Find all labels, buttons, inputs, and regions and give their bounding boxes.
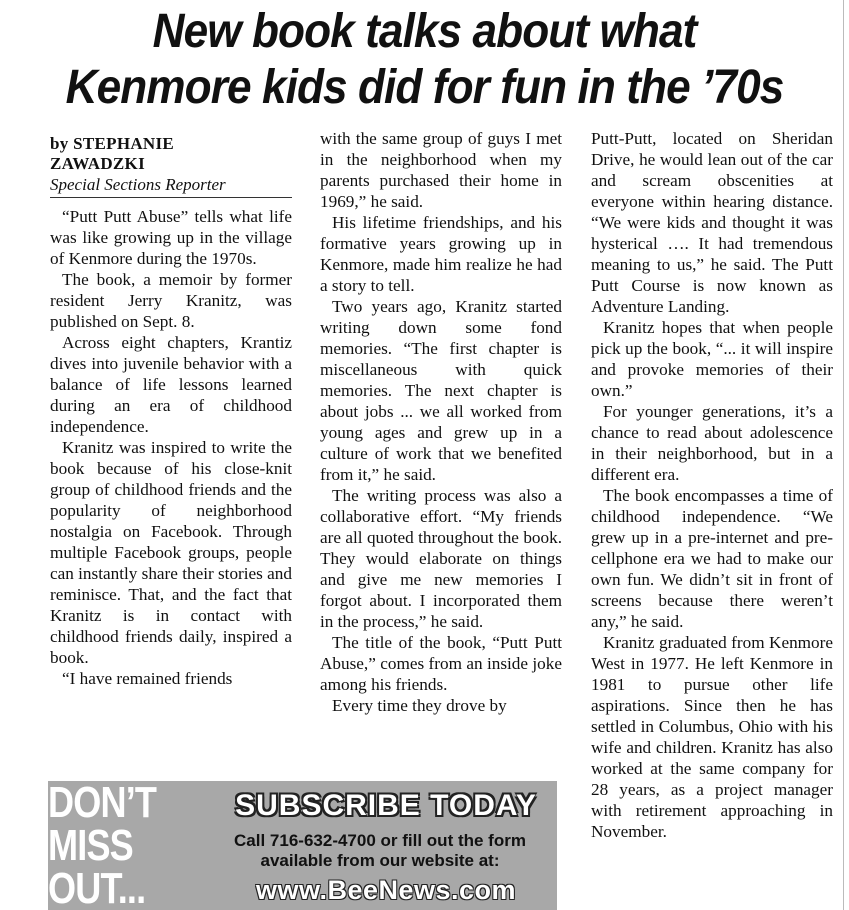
- subscribe-ad[interactable]: [48, 781, 557, 910]
- byline: [50, 134, 292, 198]
- paragraph: Kranitz hopes that when people pick up the book, “... it will inspire and provoke memories of their own.”: [591, 318, 833, 400]
- paragraph: “I have remained friends: [62, 669, 233, 688]
- paragraph: The book encompasses a time of childhood independence. “We grew up in a pre-internet and pre-cellphone era we had to make our own fun. We didn’t sit in front of screens because there weren’t any,” he said.: [591, 486, 833, 631]
- article-column-1: [50, 206, 292, 689]
- ad-subscribe-heading: SUBSCRIBE TODAY: [235, 789, 537, 822]
- ad-call-text: [210, 831, 550, 871]
- paragraph: The book, a memoir by former resident Jerry Kranitz, was published on Sept. 8.: [50, 270, 292, 331]
- paragraph: Two years ago, Kranitz started writing down some fond memories. “The first chapter is miscellaneous with quick memories. The next chapter is about jobs ... we all worked from young ages and grew up in a culture of work that we benefited from it,” he said.: [320, 297, 562, 484]
- paragraph: The writing process was also a collaborative effort. “My friends are all quoted throughout the book. They would elaborate on things and give me new memories I forgot about. I incorporated them in the process,” he said.: [320, 486, 562, 631]
- ad-line-3: OUT...: [48, 864, 146, 910]
- byline-author-2: ZAWADZKI: [50, 154, 145, 173]
- paragraph: His lifetime friendships, and his formative years growing up in Kenmore, made him realize he had a story to tell.: [320, 213, 562, 295]
- paragraph: Every time they drove by: [332, 696, 507, 715]
- ad-line-1: DON’T: [48, 781, 157, 827]
- paragraph: “Putt Putt Abuse” tells what life was like growing up in the village of Kenmore during the 1970s.: [50, 207, 292, 268]
- paragraph: Kranitz graduated from Kenmore West in 1977. He left Kenmore in 1981 to pursue other life aspirations. Since then he has settled in Columbus, Ohio with his wife and children. Kranitz has also worked at the same company for 28 years, as a project manager with retirement approaching in November.: [591, 633, 833, 841]
- paragraph: Putt-Putt, located on Sheridan Drive, he would lean out of the car and scream obscenities at everyone within hearing distance. “We were kids and thought it was hysterical …. It had tremendous meaning to us,” he said. The Putt Putt Course is now known as Adventure Landing.: [591, 129, 833, 316]
- ad-dont-miss-out: [48, 781, 208, 910]
- paragraph: Kranitz was inspired to write the book because of his close-knit group of childhood friends and the popularity of neighborhood nostalgia on Facebook. Through multiple Facebook groups, people can instantly share their stories and reminisce. That, and the fact that Kranitz is in contact with childhood friends daily, inspired a book.: [50, 438, 292, 667]
- ad-website-link[interactable]: www.BeeNews.com: [255, 875, 517, 905]
- byline-role: Special Sections Reporter: [50, 174, 292, 198]
- ad-call-line-1: Call 716-632-4700 or fill out the form: [234, 831, 526, 850]
- headline-line-2: Kenmore kids did for fun in the ’70s: [65, 61, 784, 114]
- ad-call-line-2: available from our website at:: [260, 851, 500, 870]
- headline: [0, 4, 849, 116]
- page-edge-rule: [843, 0, 844, 910]
- byline-author-1: by STEPHANIE: [50, 134, 175, 153]
- paragraph: Across eight chapters, Krantiz dives into juvenile behavior with a balance of life lessons learned during an era of childhood independence.: [50, 333, 292, 436]
- paragraph: with the same group of guys I met in the neighborhood when my parents purchased their home in 1969,” he said.: [320, 129, 562, 211]
- article-column-3: [591, 128, 833, 842]
- article-column-2: [320, 128, 562, 716]
- paragraph: For younger generations, it’s a chance to read about adolescence in their neighborhood, but in a different era.: [591, 402, 833, 484]
- headline-line-1: New book talks about what: [152, 5, 697, 58]
- ad-line-2: MISS: [48, 821, 133, 870]
- paragraph: The title of the book, “Putt Putt Abuse,” comes from an inside joke among his friends.: [320, 633, 562, 694]
